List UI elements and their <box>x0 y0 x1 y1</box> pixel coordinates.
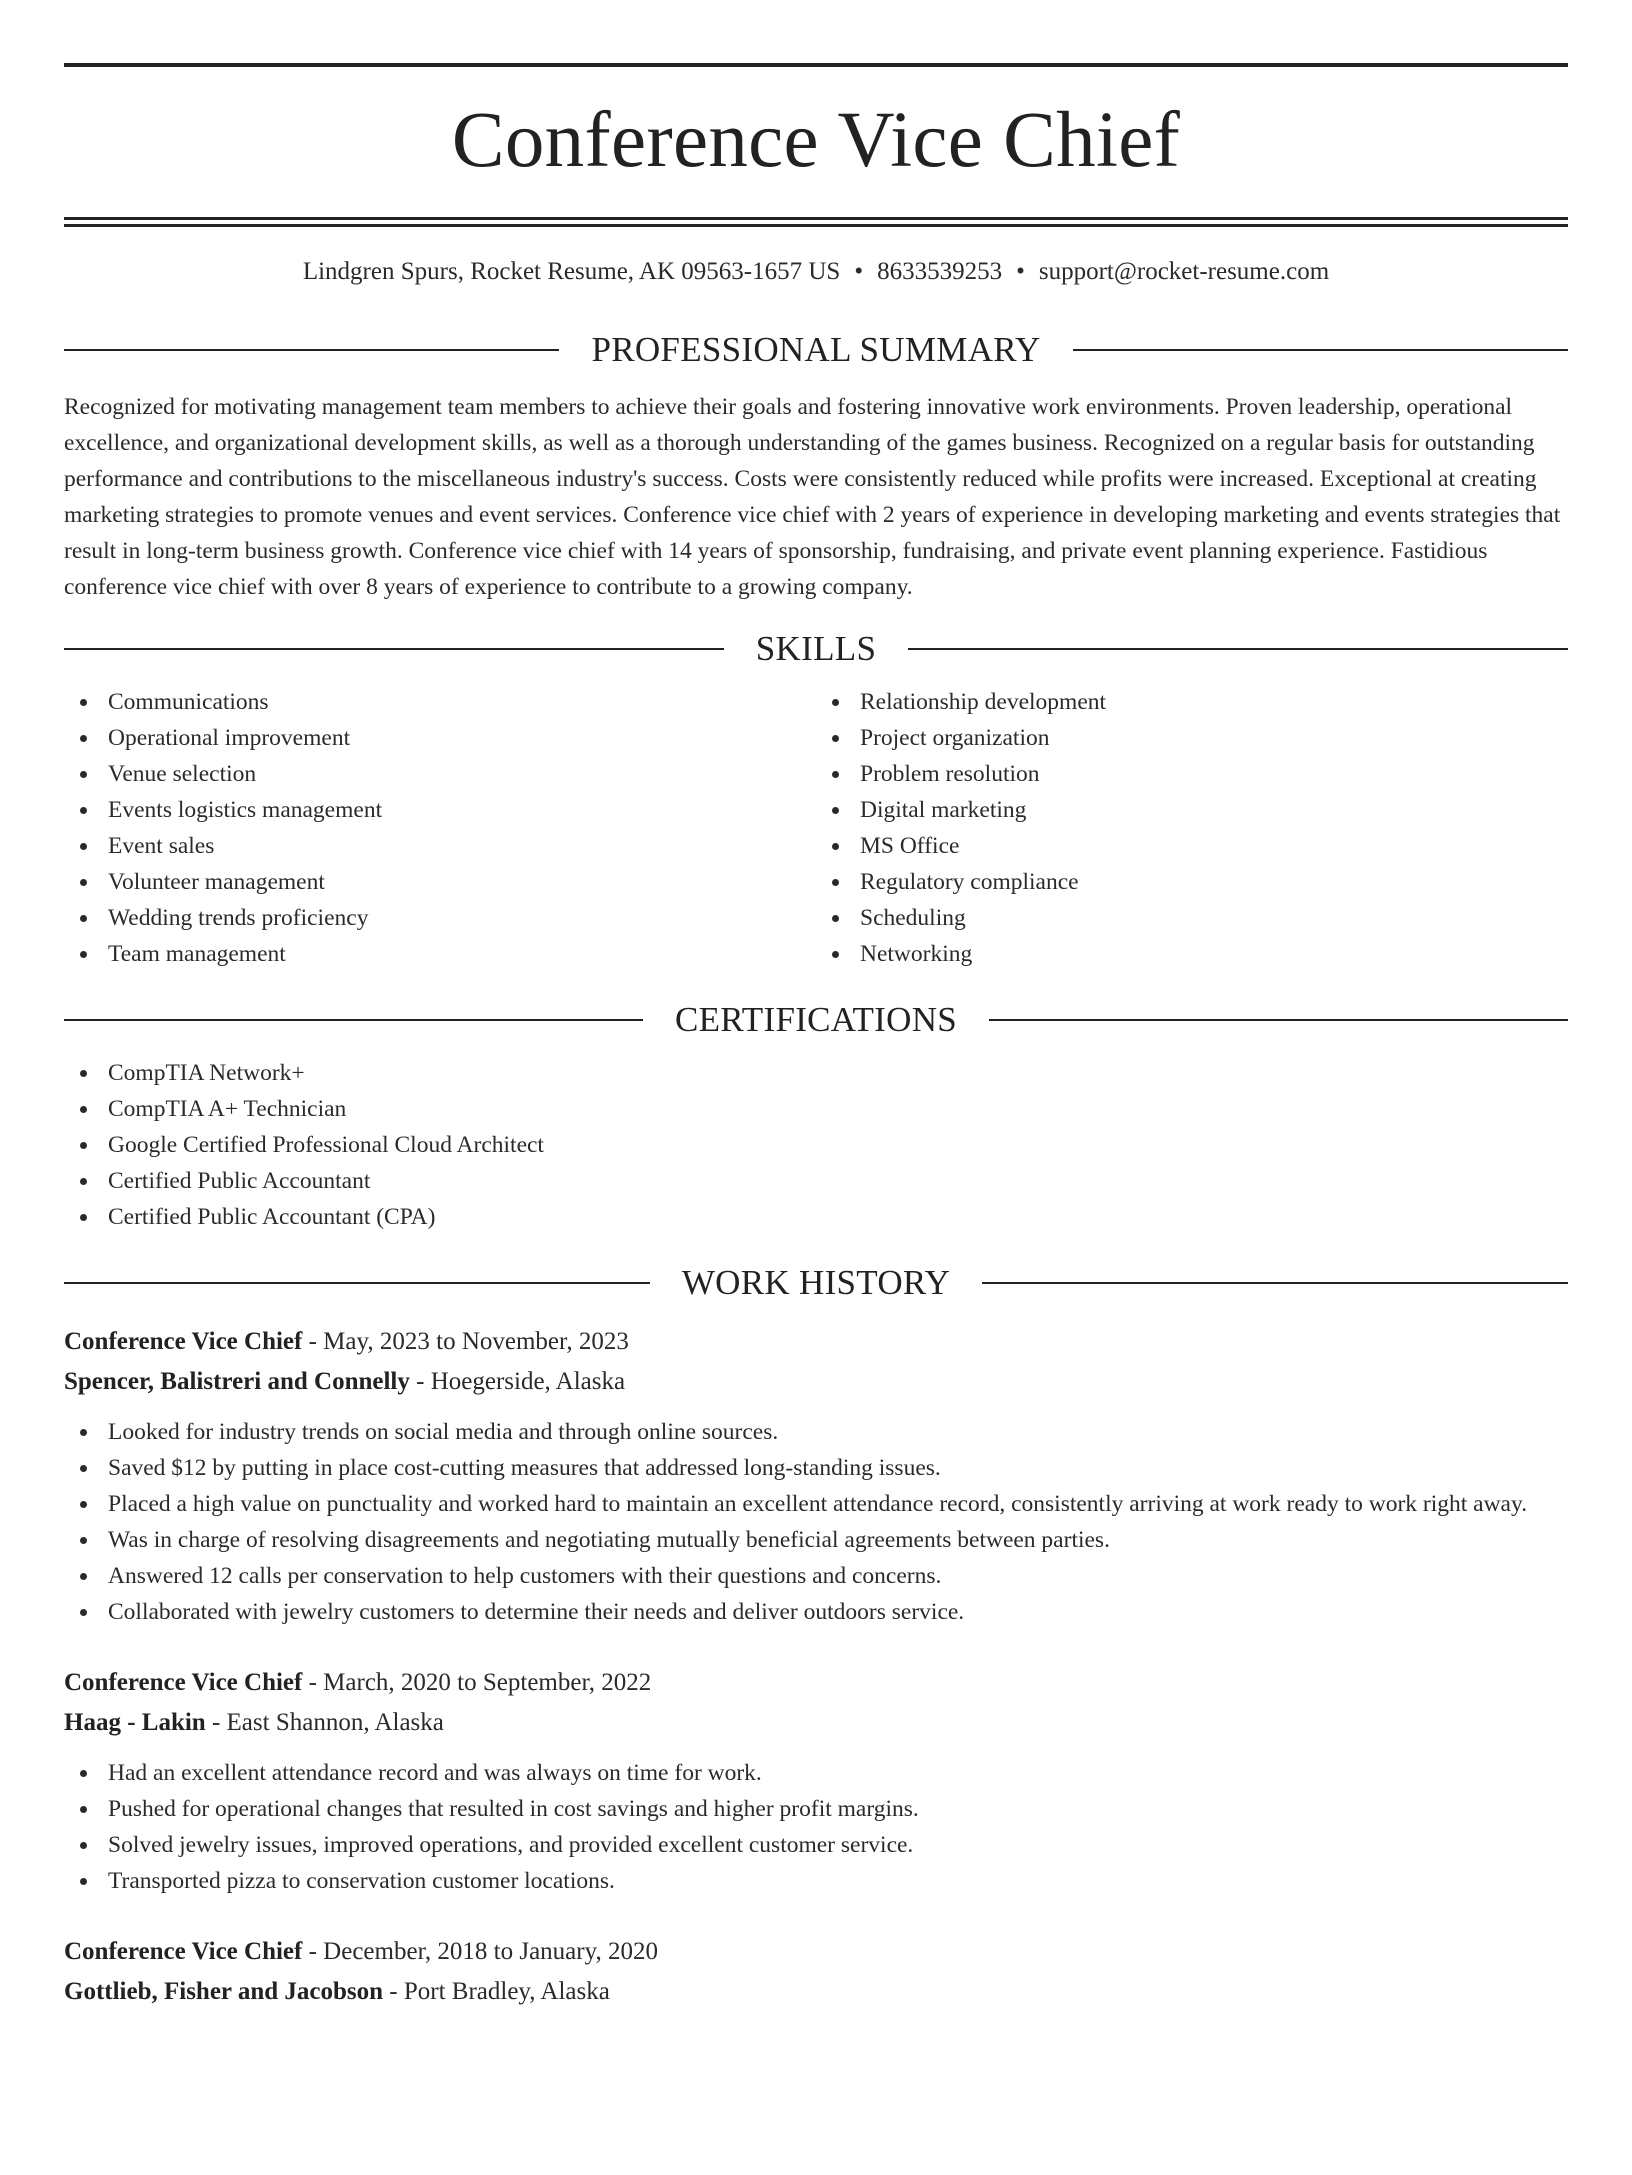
certification-item: Certified Public Accountant (CPA) <box>64 1199 1568 1235</box>
skill-item: Communications <box>64 684 816 720</box>
skill-item: Scheduling <box>816 900 1568 936</box>
heading-rule <box>989 1019 1568 1021</box>
skill-item: MS Office <box>816 828 1568 864</box>
skills-list-right <box>816 684 1568 972</box>
job-company-line <box>64 1362 1568 1402</box>
job-role: Conference Vice Chief <box>64 1938 303 1965</box>
job-company-line <box>64 1972 1568 2012</box>
heading-rule <box>982 1282 1568 1284</box>
resume-page <box>0 63 1632 2175</box>
job-role: Conference Vice Chief <box>64 1328 303 1355</box>
job-title-line <box>64 1932 1568 1972</box>
skill-item: Events logistics management <box>64 792 816 828</box>
job-title-line <box>64 1663 1568 1703</box>
contact-email[interactable]: support@rocket-resume.com <box>1038 258 1330 285</box>
job-location: - Hoegerside, Alaska <box>409 1368 626 1395</box>
job-title-line <box>64 1322 1568 1362</box>
job-bullet: Pushed for operational changes that resulted in cost savings and higher profit margins. <box>64 1791 1568 1827</box>
skill-item: Team management <box>64 936 816 972</box>
job-dates: - March, 2020 to September, 2022 <box>302 1669 652 1696</box>
contact-separator: • <box>854 258 864 285</box>
job-bullet: Was in charge of resolving disagreements and negotiating mutually beneficial agreements between parties. <box>64 1522 1568 1558</box>
work-history-title: WORK HISTORY <box>681 1263 951 1302</box>
job-bullets <box>64 1755 1568 1899</box>
job-company: Spencer, Balistreri and Connelly <box>64 1368 410 1395</box>
work-history-heading <box>64 1265 1568 1300</box>
heading-rule <box>64 349 559 351</box>
skill-item: Relationship development <box>816 684 1568 720</box>
job-entry <box>64 1663 1568 1899</box>
certification-item: Certified Public Accountant <box>64 1163 1568 1199</box>
contact-phone[interactable]: 8633539253 <box>877 258 1003 285</box>
certification-item: Google Certified Professional Cloud Architect <box>64 1127 1568 1163</box>
job-bullet: Solved jewelry issues, improved operations, and provided excellent customer service. <box>64 1827 1568 1863</box>
skill-item: Problem resolution <box>816 756 1568 792</box>
job-bullet: Transported pizza to conservation customer locations. <box>64 1863 1568 1899</box>
certifications-heading <box>64 1002 1568 1037</box>
skills-heading <box>64 631 1568 666</box>
job-entry <box>64 1932 1568 2012</box>
job-bullet: Had an excellent attendance record and was always on time for work. <box>64 1755 1568 1791</box>
skill-item: Event sales <box>64 828 816 864</box>
summary-text: Recognized for motivating management team members to achieve their goals and fostering innovative work environments. Proven leadership, operational excellence, and organizational development skills, as well as a thorough understanding of the games business. Recognized on a regular basis for outstanding performance and contributions to the miscellaneous industry's success. Costs were consistently reduced while profits were increased. Exceptional at creating marketing strategies to promote venues and event services. Conference vice chief with 2 years of experience in developing marketing and events strategies that result in long-term business growth. Conference vice chief with 14 years of sponsorship, fundraising, and private event planning experience. Fastidious conference vice chief with over 8 years of experience to contribute to a growing company. <box>64 394 1561 600</box>
job-bullet: Looked for industry trends on social media and through online sources. <box>64 1414 1568 1450</box>
contact-line <box>64 259 1568 284</box>
job-bullet: Saved $12 by putting in place cost-cutting measures that addressed long-standing issues. <box>64 1450 1568 1486</box>
heading-rule <box>64 1282 650 1284</box>
certification-item: CompTIA Network+ <box>64 1055 1568 1091</box>
job-company: Haag - Lakin <box>64 1709 206 1736</box>
contact-address: Lindgren Spurs, Rocket Resume, AK 09563-1657 US <box>302 258 841 285</box>
heading-rule <box>1073 349 1568 351</box>
skills-grid <box>64 684 1568 972</box>
job-dates: - May, 2023 to November, 2023 <box>302 1328 629 1355</box>
job-bullet: Answered 12 calls per conservation to help customers with their questions and concerns. <box>64 1558 1568 1594</box>
contact-separator: • <box>1016 258 1025 285</box>
job-entry <box>64 1322 1568 1630</box>
job-role: Conference Vice Chief <box>64 1669 303 1696</box>
skill-item: Operational improvement <box>64 720 816 756</box>
job-bullets <box>64 1414 1568 1630</box>
job-location: - East Shannon, Alaska <box>205 1709 444 1736</box>
job-company-line <box>64 1703 1568 1743</box>
summary-heading <box>64 332 1568 367</box>
header-double-rule <box>64 217 1568 227</box>
skill-item: Wedding trends proficiency <box>64 900 816 936</box>
top-rule <box>64 63 1568 67</box>
heading-rule <box>64 648 724 650</box>
skill-item: Volunteer management <box>64 864 816 900</box>
heading-rule <box>64 1019 643 1021</box>
job-dates: - December, 2018 to January, 2020 <box>302 1938 658 1965</box>
skill-item: Venue selection <box>64 756 816 792</box>
skill-item: Regulatory compliance <box>816 864 1568 900</box>
resume-name: Conference Vice Chief <box>451 97 1181 184</box>
skill-item: Project organization <box>816 720 1568 756</box>
job-location: - Port Bradley, Alaska <box>383 1978 610 2005</box>
job-company: Gottlieb, Fisher and Jacobson <box>64 1978 384 2005</box>
certifications-list <box>64 1055 1568 1235</box>
job-bullet: Placed a high value on punctuality and worked hard to maintain an excellent attendance record, consistently arriving at work ready to work right away. <box>64 1486 1568 1522</box>
heading-rule <box>908 648 1568 650</box>
skill-item: Networking <box>816 936 1568 972</box>
certifications-title: CERTIFICATIONS <box>674 1000 958 1039</box>
skills-list-left <box>64 684 816 972</box>
skill-item: Digital marketing <box>816 792 1568 828</box>
summary-title: PROFESSIONAL SUMMARY <box>591 330 1041 369</box>
skills-title: SKILLS <box>755 629 877 668</box>
certification-item: CompTIA A+ Technician <box>64 1091 1568 1127</box>
job-bullet: Collaborated with jewelry customers to determine their needs and deliver outdoors service. <box>64 1594 1568 1630</box>
